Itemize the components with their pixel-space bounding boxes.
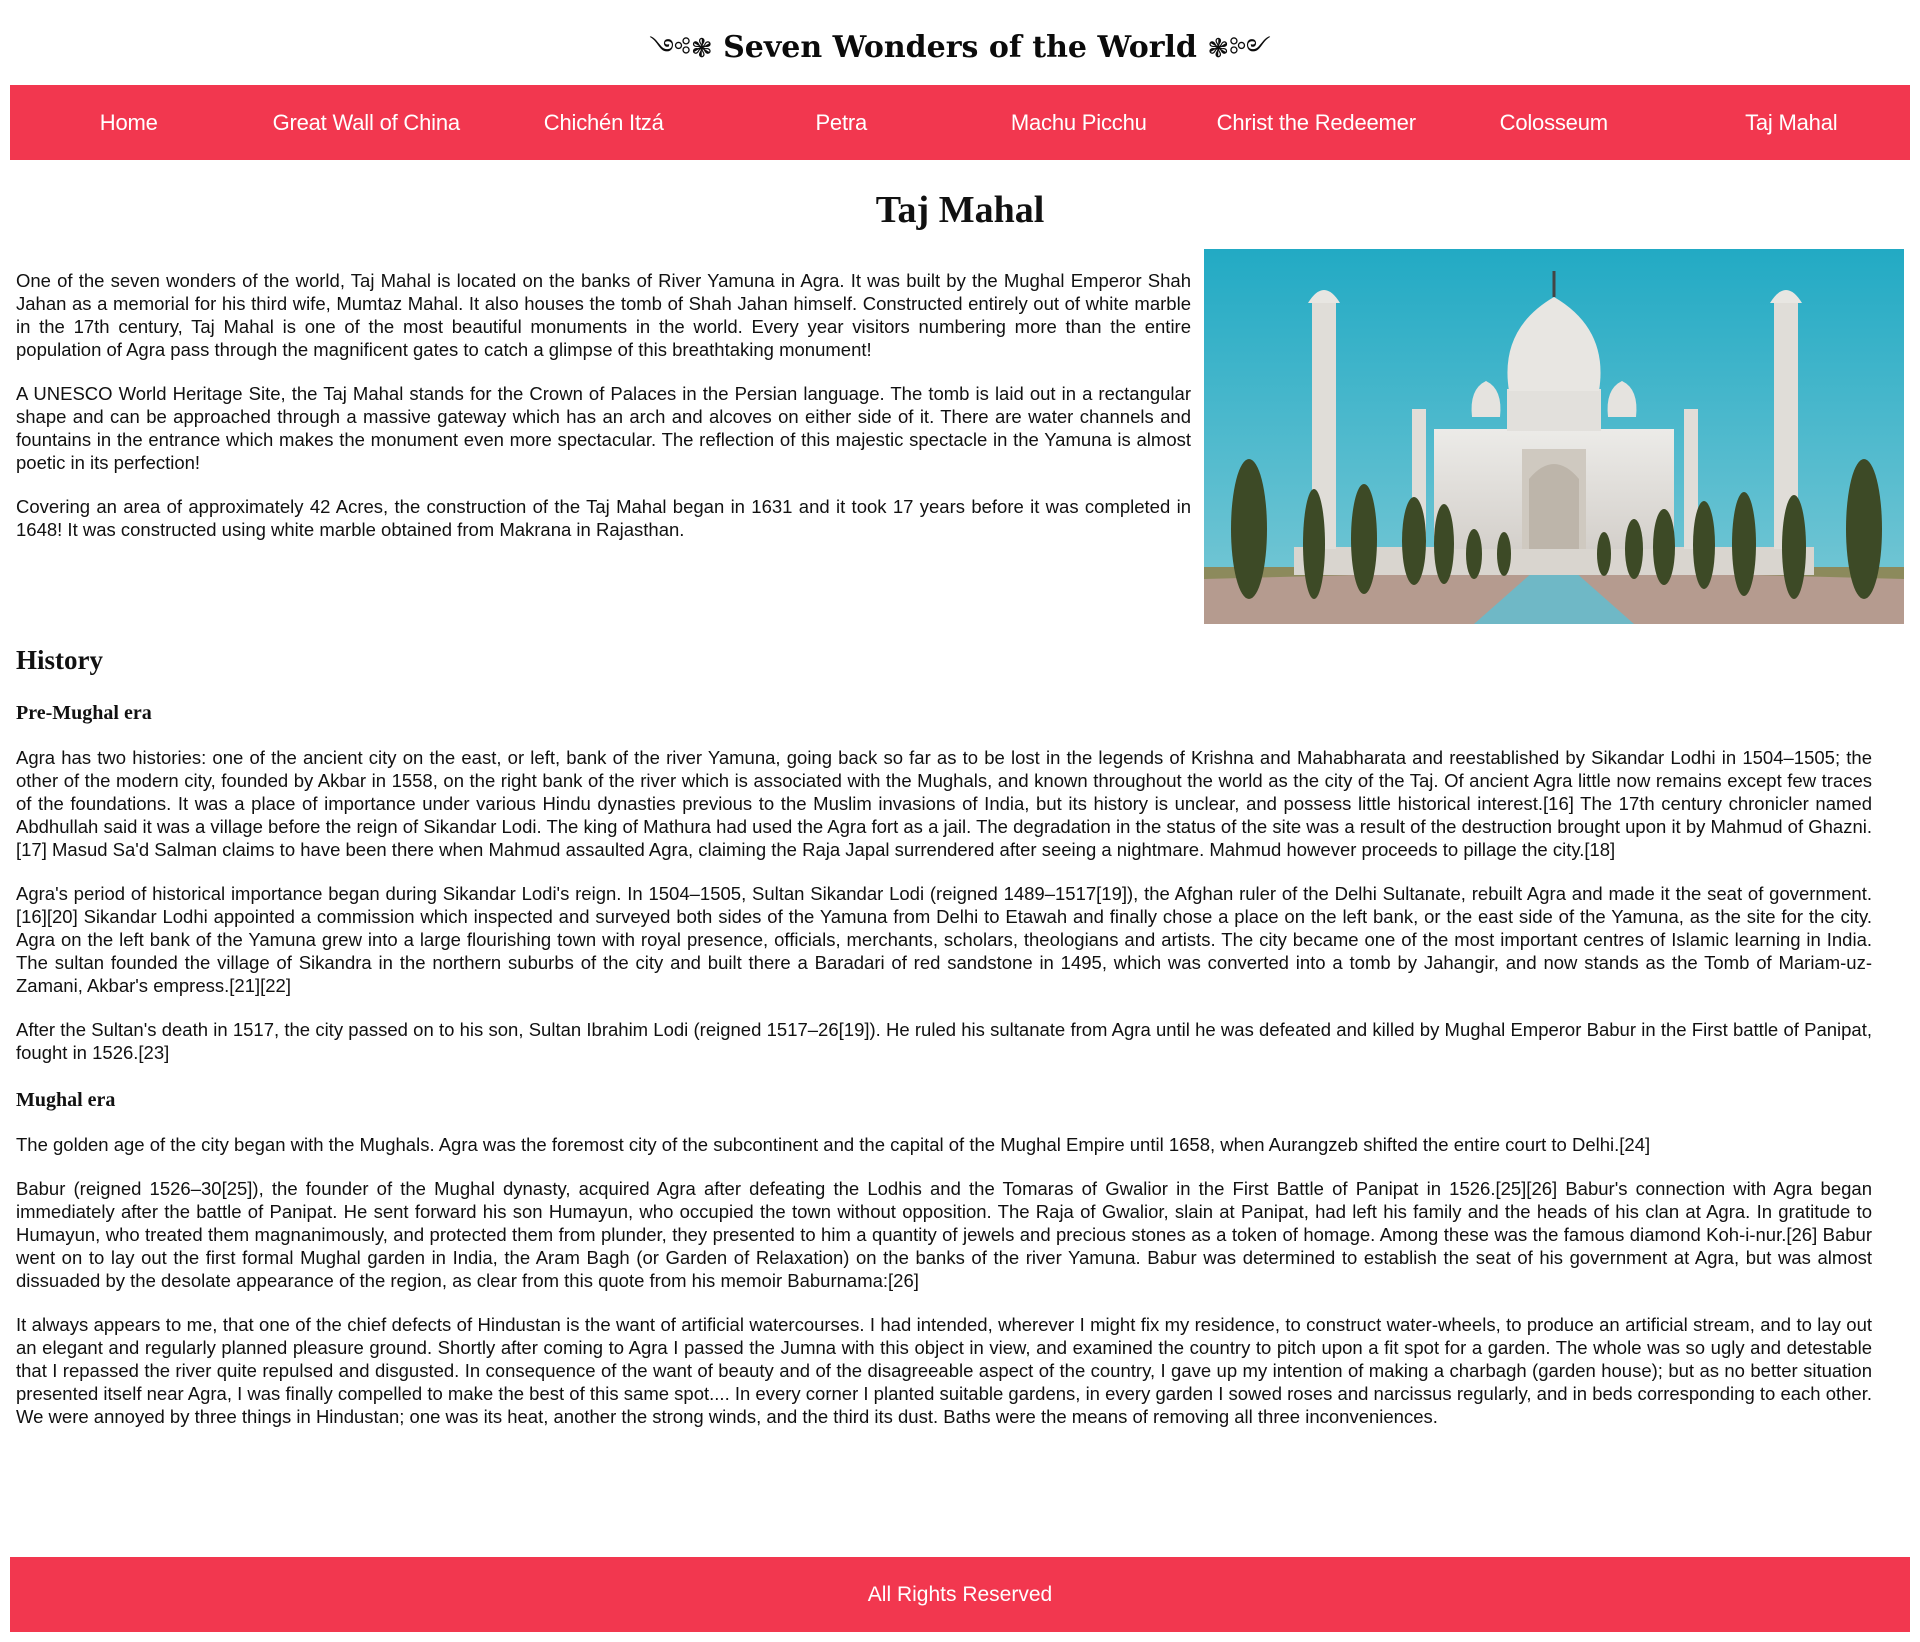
- intro-paragraph: A UNESCO World Heritage Site, the Taj Mahal stands for the Crown of Palaces in the Persian language. The tomb is laid out in a rectangular shape and can be approached through a massive gateway which has an arch and alcoves on either side of it. There are water channels and fountains in the entrance which makes the monument even more spectacular. The reflection of this majestic spectacle in the Yamuna is almost poetic in its perfection!: [16, 383, 1191, 473]
- history-paragraph: Babur (reigned 1526–30[25]), the founder of the Mughal dynasty, acquired Agra after defeating the Lodhis and the Tomaras of Gwalior in the First Battle of Panipat in 1526.[25][26] Babur's connection with Agra began immediately after the battle of Panipat. He sent forward his son Humayun, who occupied the town without opposition. The Raja of Gwalior, slain at Panipat, had left his family and the heads of his clan at Agra. In gratitude to Humayun, who treated them magnanimously, and protected them from plunder, they presented to him a quantity of jewels and precious stones as a token of homage. Among these was the famous diamond Koh-i-nur.[26] Babur went on to lay out the first formal Mughal garden in India, the Aram Bagh (or Garden of Relaxation) on the banks of the river Yamuna. Babur was determined to establish the seat of his government at Agra, but was almost dissuaded by the desolate appearance of the region, as clear from this quote from his memoir Baburnama:[26]: [16, 1178, 1872, 1291]
- history-section: [0, 638, 1888, 1428]
- nav-home[interactable]: Home: [99, 109, 158, 135]
- pre-mughal-heading: Pre-Mughal era: [16, 702, 152, 724]
- nav-petra[interactable]: Petra: [815, 109, 868, 135]
- nav-colosseum[interactable]: Colosseum: [1499, 109, 1608, 135]
- intro-text: [16, 269, 1191, 562]
- ornament-right-icon: ❃༻: [1207, 34, 1271, 64]
- history-paragraph: Agra's period of historical importance began during Sikandar Lodi's reign. In 1504–1505, Sultan Sikandar Lodi (reigned 1489–1517[19]), the Afghan ruler of the Delhi Sultanate, rebuilt Agra and made it the seat of government.[16][20] Sikandar Lodhi appointed a commission which inspected and surveyed both sides of the Yamuna from Delhi to Etawah and finally chose a place on the left bank, or the east side of the Yamuna, as the site for the city. Agra on the left bank of the Yamuna grew into a large flourishing town with royal presence, officials, merchants, scholars, theologians and artists. The city became one of the most important centres of Islamic learning in India. The sultan founded the village of Sikandra in the northern suburbs of the city and built there a Baradari of red sandstone in 1495, which was converted into a tomb by Jahangir, and now stands as the Tomb of Mariam-uz-Zamani, Akbar's empress.[21][22]: [16, 883, 1872, 996]
- history-heading: History: [16, 645, 103, 675]
- site-title: [0, 0, 1920, 85]
- history-paragraph: After the Sultan's death in 1517, the city passed on to his son, Sultan Ibrahim Lodi (reigned 1517–26[19]). He ruled his sultanate from Agra until he was defeated and killed by Mughal Emperor Babur in the First battle of Panipat, fought in 1526.[23]: [16, 1019, 1872, 1063]
- nav-christ-the-redeemer[interactable]: Christ the Redeemer: [1216, 109, 1416, 135]
- ornament-left-icon: ༺❃: [649, 34, 713, 64]
- nav-machu-picchu[interactable]: Machu Picchu: [1010, 109, 1147, 135]
- site-title-text: Seven Wonders of the World: [723, 30, 1197, 65]
- intro-section: [0, 248, 1920, 638]
- history-quote: It always appears to me, that one of the chief defects of Hindustan is the want of artificial watercourses. I had intended, wherever I might fix my residence, to construct water-wheels, to produce an artificial stream, and to lay out an elegant and regularly planned pleasure ground. Shortly after coming to Agra I passed the Jumna with this object in view, and examined the country to pitch upon a fit spot for a garden. The whole was so ugly and detestable that I repassed the river quite repulsed and disgusted. In consequence of the want of beauty and of the disagreeable aspect of the country, I gave up my intention of making a charbagh (garden house); but as no better situation presented itself near Agra, I was finally compelled to make the best of this same spot.... In every corner I planted suitable gardens, in every garden I sowed roses and narcissus regularly, and in beds corresponding to each other. We were annoyed by three things in Hindustan; one was its heat, another the strong winds, and the third its dust. Baths were the means of removing all three inconveniences.: [16, 1314, 1872, 1427]
- history-paragraph: The golden age of the city began with the Mughals. Agra was the foremost city of the subcontinent and the capital of the Mughal Empire until 1658, when Aurangzeb shifted the entire court to Delhi.[24]: [16, 1134, 1651, 1155]
- footer: [10, 1557, 1910, 1632]
- taj-mahal-image: [1204, 249, 1904, 624]
- nav-great-wall-of-china[interactable]: Great Wall of China: [272, 109, 460, 135]
- intro-paragraph: One of the seven wonders of the world, Taj Mahal is located on the banks of River Yamuna in Agra. It was built by the Mughal Emperor Shah Jahan as a memorial for his third wife, Mumtaz Mahal. It also houses the tomb of Shah Jahan himself. Constructed entirely out of white marble in the 17th century, Taj Mahal is one of the most beautiful monuments in the world. Every year visitors numbering more than the entire population of Agra pass through the magnificent gates to catch a glimpse of this breathtaking monument!: [16, 270, 1191, 360]
- history-paragraph: Agra has two histories: one of the ancient city on the east, or left, bank of the river Yamuna, going back so far as to be lost in the legends of Krishna and Mahabharata and reestablished by Sikandar Lodhi in 1504–1505; the other of the modern city, founded by Akbar in 1558, on the right bank of the river which is associated with the Mughals, and known throughout the world as the city of the Taj. Of ancient Agra little now remains except few traces of the foundations. It was a place of importance under various Hindu dynasties previous to the Muslim invasions of India, but its history is unclear, and possess little historical interest.[16] The 17th century chronicler named Abdhullah said it was a village before the reign of Sikandar Lodi. The king of Mathura had used the Agra fort as a jail. The degradation in the status of the site was a result of the destruction brought upon it by Mahmud of Ghazni.[17] Masud Sa'd Salman claims to have been there when Mahmud assaulted Agra, claiming the Raja Japal surrendered after seeing a nightmare. Mahmud however proceeds to pillage the city.[18]: [16, 747, 1872, 860]
- nav-taj-mahal[interactable]: Taj Mahal: [1745, 109, 1838, 135]
- main-navbar: [10, 85, 1910, 160]
- footer-text: All Rights Reserved: [867, 1583, 1053, 1606]
- nav-chichen-itza[interactable]: Chichén Itzá: [543, 109, 664, 135]
- mughal-heading: Mughal era: [16, 1089, 116, 1111]
- intro-paragraph: Covering an area of approximately 42 Acres, the construction of the Taj Mahal began in 1631 and it took 17 years before it was completed in 1648! It was constructed using white marble obtained from Makrana in Rajasthan.: [16, 496, 1191, 540]
- page-title: Taj Mahal: [875, 189, 1045, 231]
